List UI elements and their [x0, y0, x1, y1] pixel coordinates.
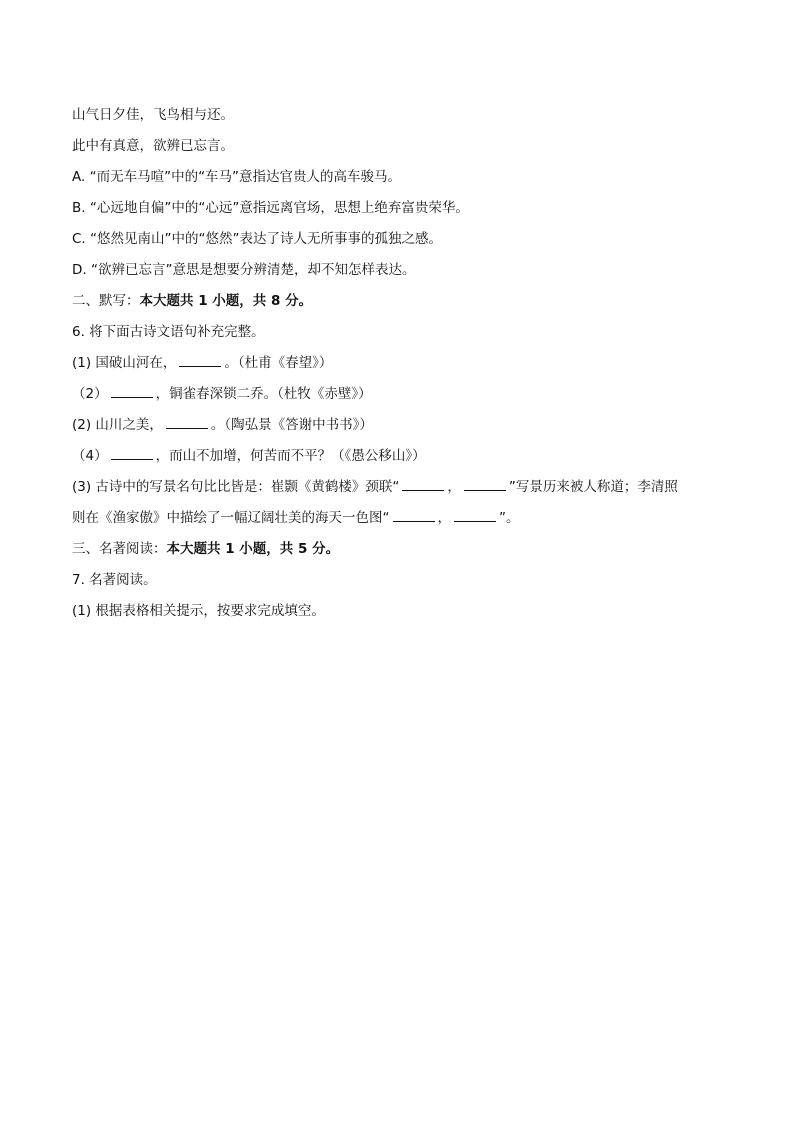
q6-item5-sep: ， [447, 479, 461, 495]
fill-blank [393, 507, 435, 522]
q6-item1-post: 。（杜甫《春望》） [224, 355, 333, 371]
fill-blank [179, 352, 221, 367]
q6-item3-pre: (2) 山川之美， [72, 417, 163, 433]
section-2-bold: 本大题共 1 小题，共 8 分。 [139, 293, 313, 309]
question-6-item-4 [72, 441, 732, 472]
q6-item5-part1: (3) 古诗中的写景名句比比皆是：崔颢《黄鹤楼》颈联“ [72, 479, 400, 495]
fill-blank [464, 476, 506, 491]
section-2-prefix: 二、默写： [72, 293, 140, 309]
q6-item4-pre: （4） [72, 448, 108, 464]
question-7-title: 7. 名著阅读。 [72, 572, 157, 588]
document-content [72, 100, 732, 627]
option-c: C. “悠然见南山”中的“悠然”表达了诗人无所事事的孤独之感。 [72, 231, 442, 247]
q6-item5-part2: ”写景历来被人称道；李清照 [508, 479, 678, 495]
q6-item4-post: ，而山不加增，何苦而不平？（《愚公移山》） [155, 448, 426, 464]
q6-item5-sep2: ， [437, 510, 451, 526]
question-6-item-3 [72, 410, 732, 441]
question-7-item-1: (1) 根据表格相关提示，按要求完成填空。 [72, 603, 325, 619]
option-a: A. “而无车马喧”中的“车马”意指达官贵人的高车骏马。 [72, 169, 402, 185]
section-2-heading [72, 286, 732, 317]
q6-item2-post: ，铜雀春深锁二乔。（杜牧《赤壁》） [155, 386, 372, 402]
question-6-title: 6. 将下面古诗文语句补充完整。 [72, 324, 265, 340]
question-6-item-2 [72, 379, 732, 410]
section-3-bold: 本大题共 1 小题，共 5 分。 [166, 541, 340, 557]
q6-item3-post: 。（陶弘景《答谢中书书》） [210, 417, 373, 433]
option-b: B. “心远地自偏”中的“心远”意指远离官场，思想上绝弃富贵荣华。 [72, 200, 469, 216]
fill-blank [166, 414, 208, 429]
poem-line-1: 山气日夕佳，飞鸟相与还。 [72, 107, 234, 123]
question-6-item-1 [72, 348, 732, 379]
poem-line-2: 此中有真意，欲辨已忘言。 [72, 138, 234, 154]
q6-item5-part4: ”。 [499, 510, 520, 526]
question-6-item-5-line-2 [72, 503, 732, 534]
q6-item5-part3: 则在《渔家傲》中描绘了一幅辽阔壮美的海天一色图“ [72, 510, 390, 526]
question-6-item-5-line-1 [72, 472, 732, 503]
section-3-heading [72, 534, 732, 565]
fill-blank [111, 383, 153, 398]
section-3-prefix: 三、名著阅读： [72, 541, 167, 557]
q6-item1-pre: (1) 国破山河在， [72, 355, 177, 371]
option-d: D. “欲辨已忘言”意思是想要分辨清楚，却不知怎样表达。 [72, 262, 416, 278]
fill-blank [454, 507, 496, 522]
fill-blank [111, 445, 153, 460]
fill-blank [402, 476, 444, 491]
q6-item2-pre: （2） [72, 386, 108, 402]
